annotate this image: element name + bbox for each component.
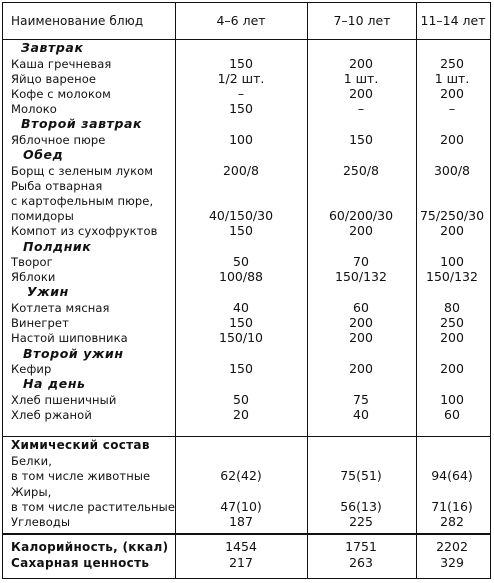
dish-portion: 100 <box>440 254 464 269</box>
dish-portion: 300/8 <box>433 162 471 178</box>
dish-name: помидоры <box>11 209 74 224</box>
dish-name: Яйцо вареное <box>11 71 97 86</box>
dish-portion: 150 <box>229 315 253 331</box>
dish-name: Творог <box>11 255 53 269</box>
dish-name: Котлета мясная <box>11 300 110 315</box>
dish-portion: 50 <box>233 254 249 269</box>
dish-portion: 200 <box>440 330 464 346</box>
dish-portion: 200 <box>349 223 373 239</box>
nutrient-name: Углеводы <box>11 515 71 530</box>
header-age-11-14: 11–14 лет <box>420 13 486 28</box>
section-heading: На день <box>23 376 86 392</box>
dish-name: Винегрет <box>11 316 69 331</box>
section-heading: Второй завтрак <box>21 116 143 132</box>
dish-portion: 150/132 <box>335 269 387 285</box>
nutrient-value: 47(10) <box>220 498 262 514</box>
header-age-7-10: 7–10 лет <box>333 13 391 28</box>
dish-portion: 100 <box>229 131 253 147</box>
nutrient-value: 62(42) <box>220 468 262 484</box>
section-heading: Обед <box>23 147 64 162</box>
nutrient-value: 282 <box>440 514 464 530</box>
header-age-4-6: 4–6 лет <box>216 13 266 28</box>
dish-portion: 100 <box>440 391 464 407</box>
total-value: 1751 <box>345 539 377 554</box>
dish-portion: 250 <box>440 315 464 331</box>
nutrient-name: Белки, <box>11 454 52 468</box>
dish-portion: 1 шт. <box>434 70 470 86</box>
dish-portion: – <box>448 101 456 117</box>
dish-portion: 200 <box>440 85 464 101</box>
dish-name: Яблочное пюре <box>11 132 106 147</box>
dish-portion: 200 <box>440 223 464 239</box>
dish-portion: 50 <box>233 391 249 407</box>
dish-portion: 150 <box>229 361 253 376</box>
dish-portion: 250/8 <box>342 162 380 178</box>
nutrient-name: в том числе растительные <box>11 499 175 514</box>
menu-table <box>2 2 491 579</box>
dish-portion: 60/200/30 <box>328 208 394 224</box>
dish-portion: 75/250/30 <box>419 208 485 224</box>
dish-name: Молоко <box>11 102 57 117</box>
dish-name: Борщ с зеленым луком <box>11 163 154 178</box>
dish-portion: 200 <box>349 330 373 346</box>
dish-portion: 60 <box>353 299 369 315</box>
total-value: 263 <box>349 555 373 570</box>
dish-portion: 20 <box>233 406 249 422</box>
dish-portion: 150 <box>229 101 253 117</box>
dish-portion: 75 <box>353 391 369 407</box>
dish-portion: – <box>357 101 365 117</box>
dish-portion: 80 <box>444 299 460 315</box>
dish-portion: 100/88 <box>219 269 263 285</box>
nutrient-name: Жиры, <box>11 484 52 499</box>
total-name: Калорийность, (ккал) <box>11 540 169 554</box>
dish-portion: 150 <box>229 223 253 239</box>
dish-name: Настой шиповника <box>11 331 128 346</box>
dish-portion: 150/10 <box>219 330 263 346</box>
total-name: Сахарная ценность <box>11 556 150 570</box>
nutrient-name: в том числе животные <box>11 469 151 484</box>
dish-name: Кофе с молоком <box>11 86 111 101</box>
dish-portion: 1 шт. <box>343 70 379 86</box>
nutrient-value: 75(51) <box>340 468 382 484</box>
total-value: 329 <box>440 555 464 570</box>
dish-portion: 200 <box>349 55 373 71</box>
dish-portion: 200 <box>440 361 464 376</box>
dish-portion: – <box>237 85 245 101</box>
dish-portion: 200 <box>440 131 464 147</box>
section-heading: Второй ужин <box>23 345 124 361</box>
nutrient-value: 71(16) <box>431 498 473 514</box>
dish-portion: 1/2 шт. <box>217 70 265 86</box>
total-value: 1454 <box>225 539 257 554</box>
dish-name: Кефир <box>11 362 52 376</box>
header-dish: Наименование блюд <box>11 14 144 28</box>
dish-portion: 40/150/30 <box>208 208 274 224</box>
dish-portion: 150 <box>229 55 253 71</box>
dish-portion: 200/8 <box>222 162 260 178</box>
dish-portion: 200 <box>349 361 373 376</box>
dish-portion: 200 <box>349 85 373 101</box>
total-value: 217 <box>229 555 253 570</box>
dish-name: Рыба отварная <box>11 178 103 193</box>
section-heading: Полдник <box>23 238 92 254</box>
dish-name: Каша гречневая <box>11 56 112 71</box>
nutrient-value: 225 <box>349 514 373 530</box>
dish-name: Компот из сухофруктов <box>11 224 158 239</box>
composition-title: Химический состав <box>11 438 150 452</box>
dish-name: Яблоки <box>11 270 56 285</box>
dish-portion: 150/132 <box>426 269 478 285</box>
composition-divider <box>3 436 490 437</box>
dish-portion: 40 <box>353 406 369 422</box>
section-heading: Ужин <box>27 284 69 300</box>
dish-portion: 70 <box>353 254 369 269</box>
dish-portion: 60 <box>444 406 460 422</box>
column-divider-2 <box>307 3 308 578</box>
section-heading: Завтрак <box>21 40 84 55</box>
dish-name: Хлеб ржаной <box>11 407 92 422</box>
dish-portion: 150 <box>349 131 373 147</box>
dish-portion: 200 <box>349 315 373 331</box>
dish-portion: 40 <box>233 299 249 315</box>
nutrient-value: 94(64) <box>431 468 473 484</box>
dish-name: с картофельным пюре, <box>11 193 154 208</box>
nutrient-value: 187 <box>229 514 253 530</box>
dish-name: Хлеб пшеничный <box>11 392 117 407</box>
total-value: 2202 <box>436 539 468 554</box>
dish-portion: 250 <box>440 55 464 71</box>
totals-divider <box>3 533 490 535</box>
nutrient-value: 56(13) <box>340 498 382 514</box>
